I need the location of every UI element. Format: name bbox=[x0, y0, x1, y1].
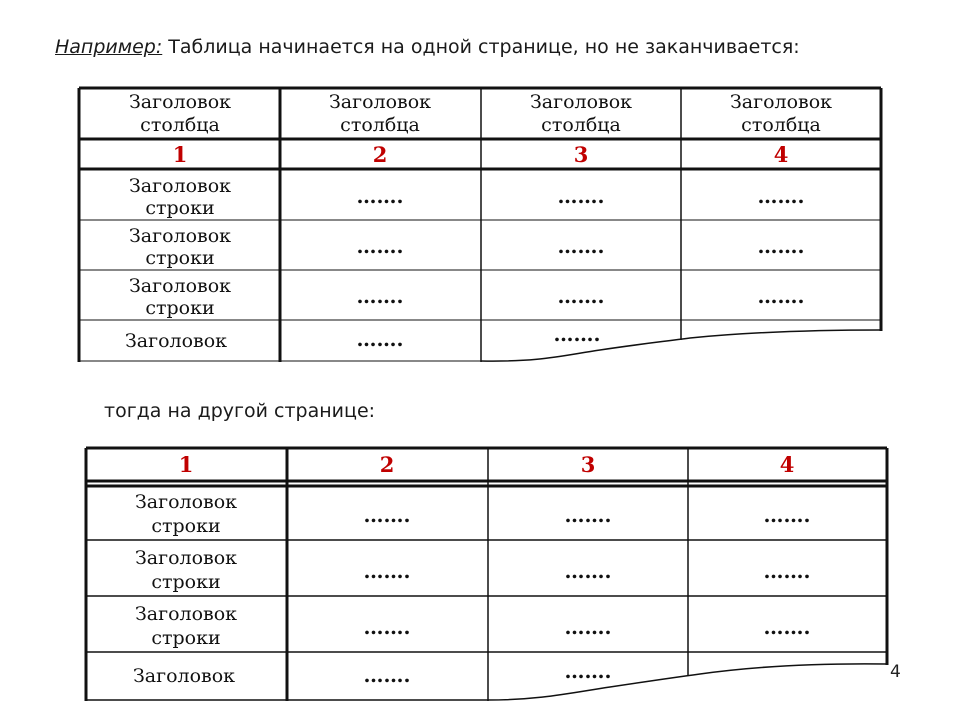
row-header-2-line2: строки bbox=[145, 247, 215, 269]
cell-r4-c3: ……. bbox=[553, 322, 601, 346]
row-header-1-line1: Заголовок bbox=[128, 175, 232, 197]
t2-cell-r1-c2: ……. bbox=[363, 503, 411, 527]
col-header-4-line1: Заголовок bbox=[729, 91, 833, 113]
t2-cell-r3-c4: ……. bbox=[763, 615, 811, 639]
page-number: 4 bbox=[890, 662, 901, 682]
table1-rows bbox=[125, 175, 805, 352]
col-header-1-line2: столбца bbox=[140, 114, 220, 136]
t2-row-header-2-line1: Заголовок bbox=[134, 547, 238, 569]
t2-col-number-1: 1 bbox=[178, 452, 194, 477]
t2-row-header-1-line1: Заголовок bbox=[134, 491, 238, 513]
cell-r2-c3: ……. bbox=[557, 234, 605, 258]
t2-cell-r4-c2: ……. bbox=[363, 663, 411, 687]
t2-cell-r1-c3: ……. bbox=[564, 503, 612, 527]
cell-r1-c3: ……. bbox=[557, 184, 605, 208]
cell-r3-c4: ……. bbox=[757, 284, 805, 308]
cell-r4-c2: ……. bbox=[356, 327, 404, 351]
t2-col-number-4: 4 bbox=[779, 452, 795, 477]
col-header-3-line1: Заголовок bbox=[529, 91, 633, 113]
col-header-3-line2: столбца bbox=[541, 114, 621, 136]
col-header-2-line2: столбца bbox=[340, 114, 420, 136]
t2-row-header-3-line2: строки bbox=[151, 627, 221, 649]
example-label: Например: bbox=[55, 36, 163, 58]
t2-cell-r4-c3: ……. bbox=[564, 659, 612, 683]
cell-r2-c2: ……. bbox=[356, 234, 404, 258]
col-number-1: 1 bbox=[172, 142, 188, 167]
col-header-2-line1: Заголовок bbox=[328, 91, 432, 113]
t2-col-number-3: 3 bbox=[580, 452, 596, 477]
cell-r3-c2: ……. bbox=[356, 284, 404, 308]
second-page-caption: тогда на другой странице: bbox=[104, 400, 376, 422]
col-number-3: 3 bbox=[573, 142, 589, 167]
col-header-1-line1: Заголовок bbox=[128, 91, 232, 113]
col-header-4-line2: столбца bbox=[741, 114, 821, 136]
col-number-4: 4 bbox=[773, 142, 789, 167]
t2-row-header-3-line1: Заголовок bbox=[134, 603, 238, 625]
cell-r3-c3: ……. bbox=[557, 284, 605, 308]
t2-cell-r1-c4: ……. bbox=[763, 503, 811, 527]
t2-cell-r3-c2: ……. bbox=[363, 615, 411, 639]
t2-row-header-4: Заголовок bbox=[132, 665, 236, 687]
row-header-1-line2: строки bbox=[145, 197, 215, 219]
row-header-3-line2: строки bbox=[145, 297, 215, 319]
cell-r1-c4: ……. bbox=[757, 184, 805, 208]
row-header-2-line1: Заголовок bbox=[128, 225, 232, 247]
t2-col-number-2: 2 bbox=[379, 452, 395, 477]
cell-r1-c2: ……. bbox=[356, 184, 404, 208]
t2-cell-r2-c4: ……. bbox=[763, 559, 811, 583]
table2-column-numbers bbox=[179, 452, 795, 477]
cell-r2-c4: ……. bbox=[757, 234, 805, 258]
t2-cell-r3-c3: ……. bbox=[564, 615, 612, 639]
t2-cell-r2-c2: ……. bbox=[363, 559, 411, 583]
t2-row-header-2-line2: строки bbox=[151, 571, 221, 593]
row-header-3-line1: Заголовок bbox=[128, 275, 232, 297]
table2-rows bbox=[133, 491, 811, 687]
intro-sentence: Таблица начинается на одной странице, но не заканчивается: bbox=[162, 36, 800, 58]
t2-row-header-1-line2: строки bbox=[151, 515, 221, 537]
col-number-2: 2 bbox=[372, 142, 388, 167]
t2-cell-r2-c3: ……. bbox=[564, 559, 612, 583]
row-header-4: Заголовок bbox=[124, 330, 228, 352]
